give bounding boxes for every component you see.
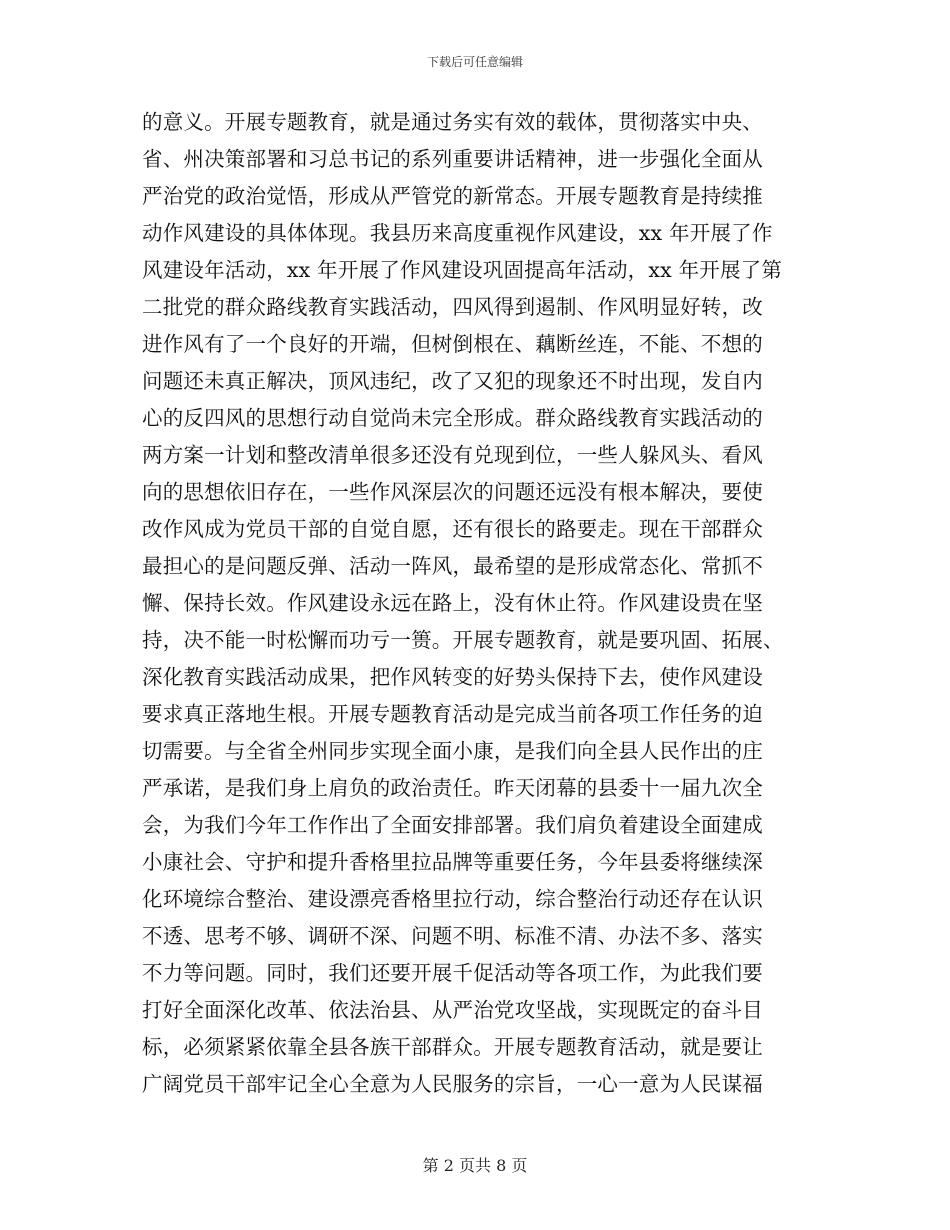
- text-line: 会，为我们今年工作作出了全面安排部署。我们肩负着建设全面建成: [142, 813, 763, 837]
- text-line: 省、州决策部署和习总书记的系列重要讲话精神，进一步强化全面从: [142, 147, 763, 171]
- text-line: 懈、保持长效。作风建设永远在路上，没有休止符。作风建设贵在坚: [142, 591, 763, 615]
- text-line: 不透、思考不够、调研不深、问题不明、标准不清、办法不多、落实: [142, 924, 763, 948]
- text-line: 标，必须紧紧依靠全县各族干部群众。开展专题教育活动，就是要让: [142, 1035, 763, 1059]
- text-line: 改作风成为党员干部的自觉自愿，还有很长的路要走。现在干部群众: [142, 517, 763, 541]
- text-line: 心的反四风的思想行动自觉尚未完全形成。群众路线教育实践活动的: [142, 406, 763, 430]
- document-body: [142, 104, 812, 1103]
- text-line: 打好全面深化改革、依法治县、从严治党攻坚战，实现既定的奋斗目: [142, 998, 763, 1022]
- page-header-note: 下载后可任意编辑: [426, 55, 523, 69]
- text-line: 持，决不能一时松懈而功亏一篑。开展专题教育，就是要巩固、拓展、: [142, 628, 784, 652]
- text-line: 二批党的群众路线教育实践活动，四风得到遏制、作风明显好转，改: [142, 295, 763, 319]
- text-line: 的意义。开展专题教育，就是通过务实有效的载体，贯彻落实中央、: [142, 110, 763, 134]
- text-line: 广阔党员干部牢记全心全意为人民服务的宗旨，一心一意为人民谋福: [142, 1072, 763, 1096]
- text-line: 要求真正落地生根。开展专题教育活动是完成当前各项工作任务的迫: [142, 702, 763, 726]
- text-line: 风建设年活动，xx 年开展了作风建设巩固提高年活动，xx 年开展了第: [142, 258, 783, 282]
- page-number-footer: 第 2 页共 8 页: [422, 1156, 528, 1175]
- text-line: 小康社会、守护和提升香格里拉品牌等重要任务，今年县委将继续深: [142, 850, 763, 874]
- text-line: 向的思想依旧存在，一些作风深层次的问题还远没有根本解决，要使: [142, 480, 763, 504]
- text-line: 问题还未真正解决，顶风违纪，改了又犯的现象还不时出现，发自内: [142, 369, 763, 393]
- text-line: 化环境综合整治、建设漂亮香格里拉行动，综合整治行动还存在认识: [142, 887, 763, 911]
- text-line: 严治党的政治觉悟，形成从严管党的新常态。开展专题教育是持续推: [142, 184, 763, 208]
- text-line: 进作风有了一个良好的开端，但树倒根在、藕断丝连，不能、不想的: [142, 332, 763, 356]
- text-line: 切需要。与全省全州同步实现全面小康，是我们向全县人民作出的庄: [142, 739, 763, 763]
- text-line: 深化教育实践活动成果，把作风转变的好势头保持下去，使作风建设: [142, 665, 763, 689]
- text-line: 动作风建设的具体体现。我县历来高度重视作风建设，xx 年开展了作: [142, 221, 773, 245]
- text-line: 最担心的是问题反弹、活动一阵风，最希望的是形成常态化、常抓不: [142, 554, 763, 578]
- text-line: 两方案一计划和整改清单很多还没有兑现到位，一些人躲风头、看风: [142, 443, 763, 467]
- text-line: 严承诺，是我们身上肩负的政治责任。昨天闭幕的县委十一届九次全: [142, 776, 763, 800]
- text-line: 不力等问题。同时，我们还要开展千促活动等各项工作，为此我们要: [142, 961, 763, 985]
